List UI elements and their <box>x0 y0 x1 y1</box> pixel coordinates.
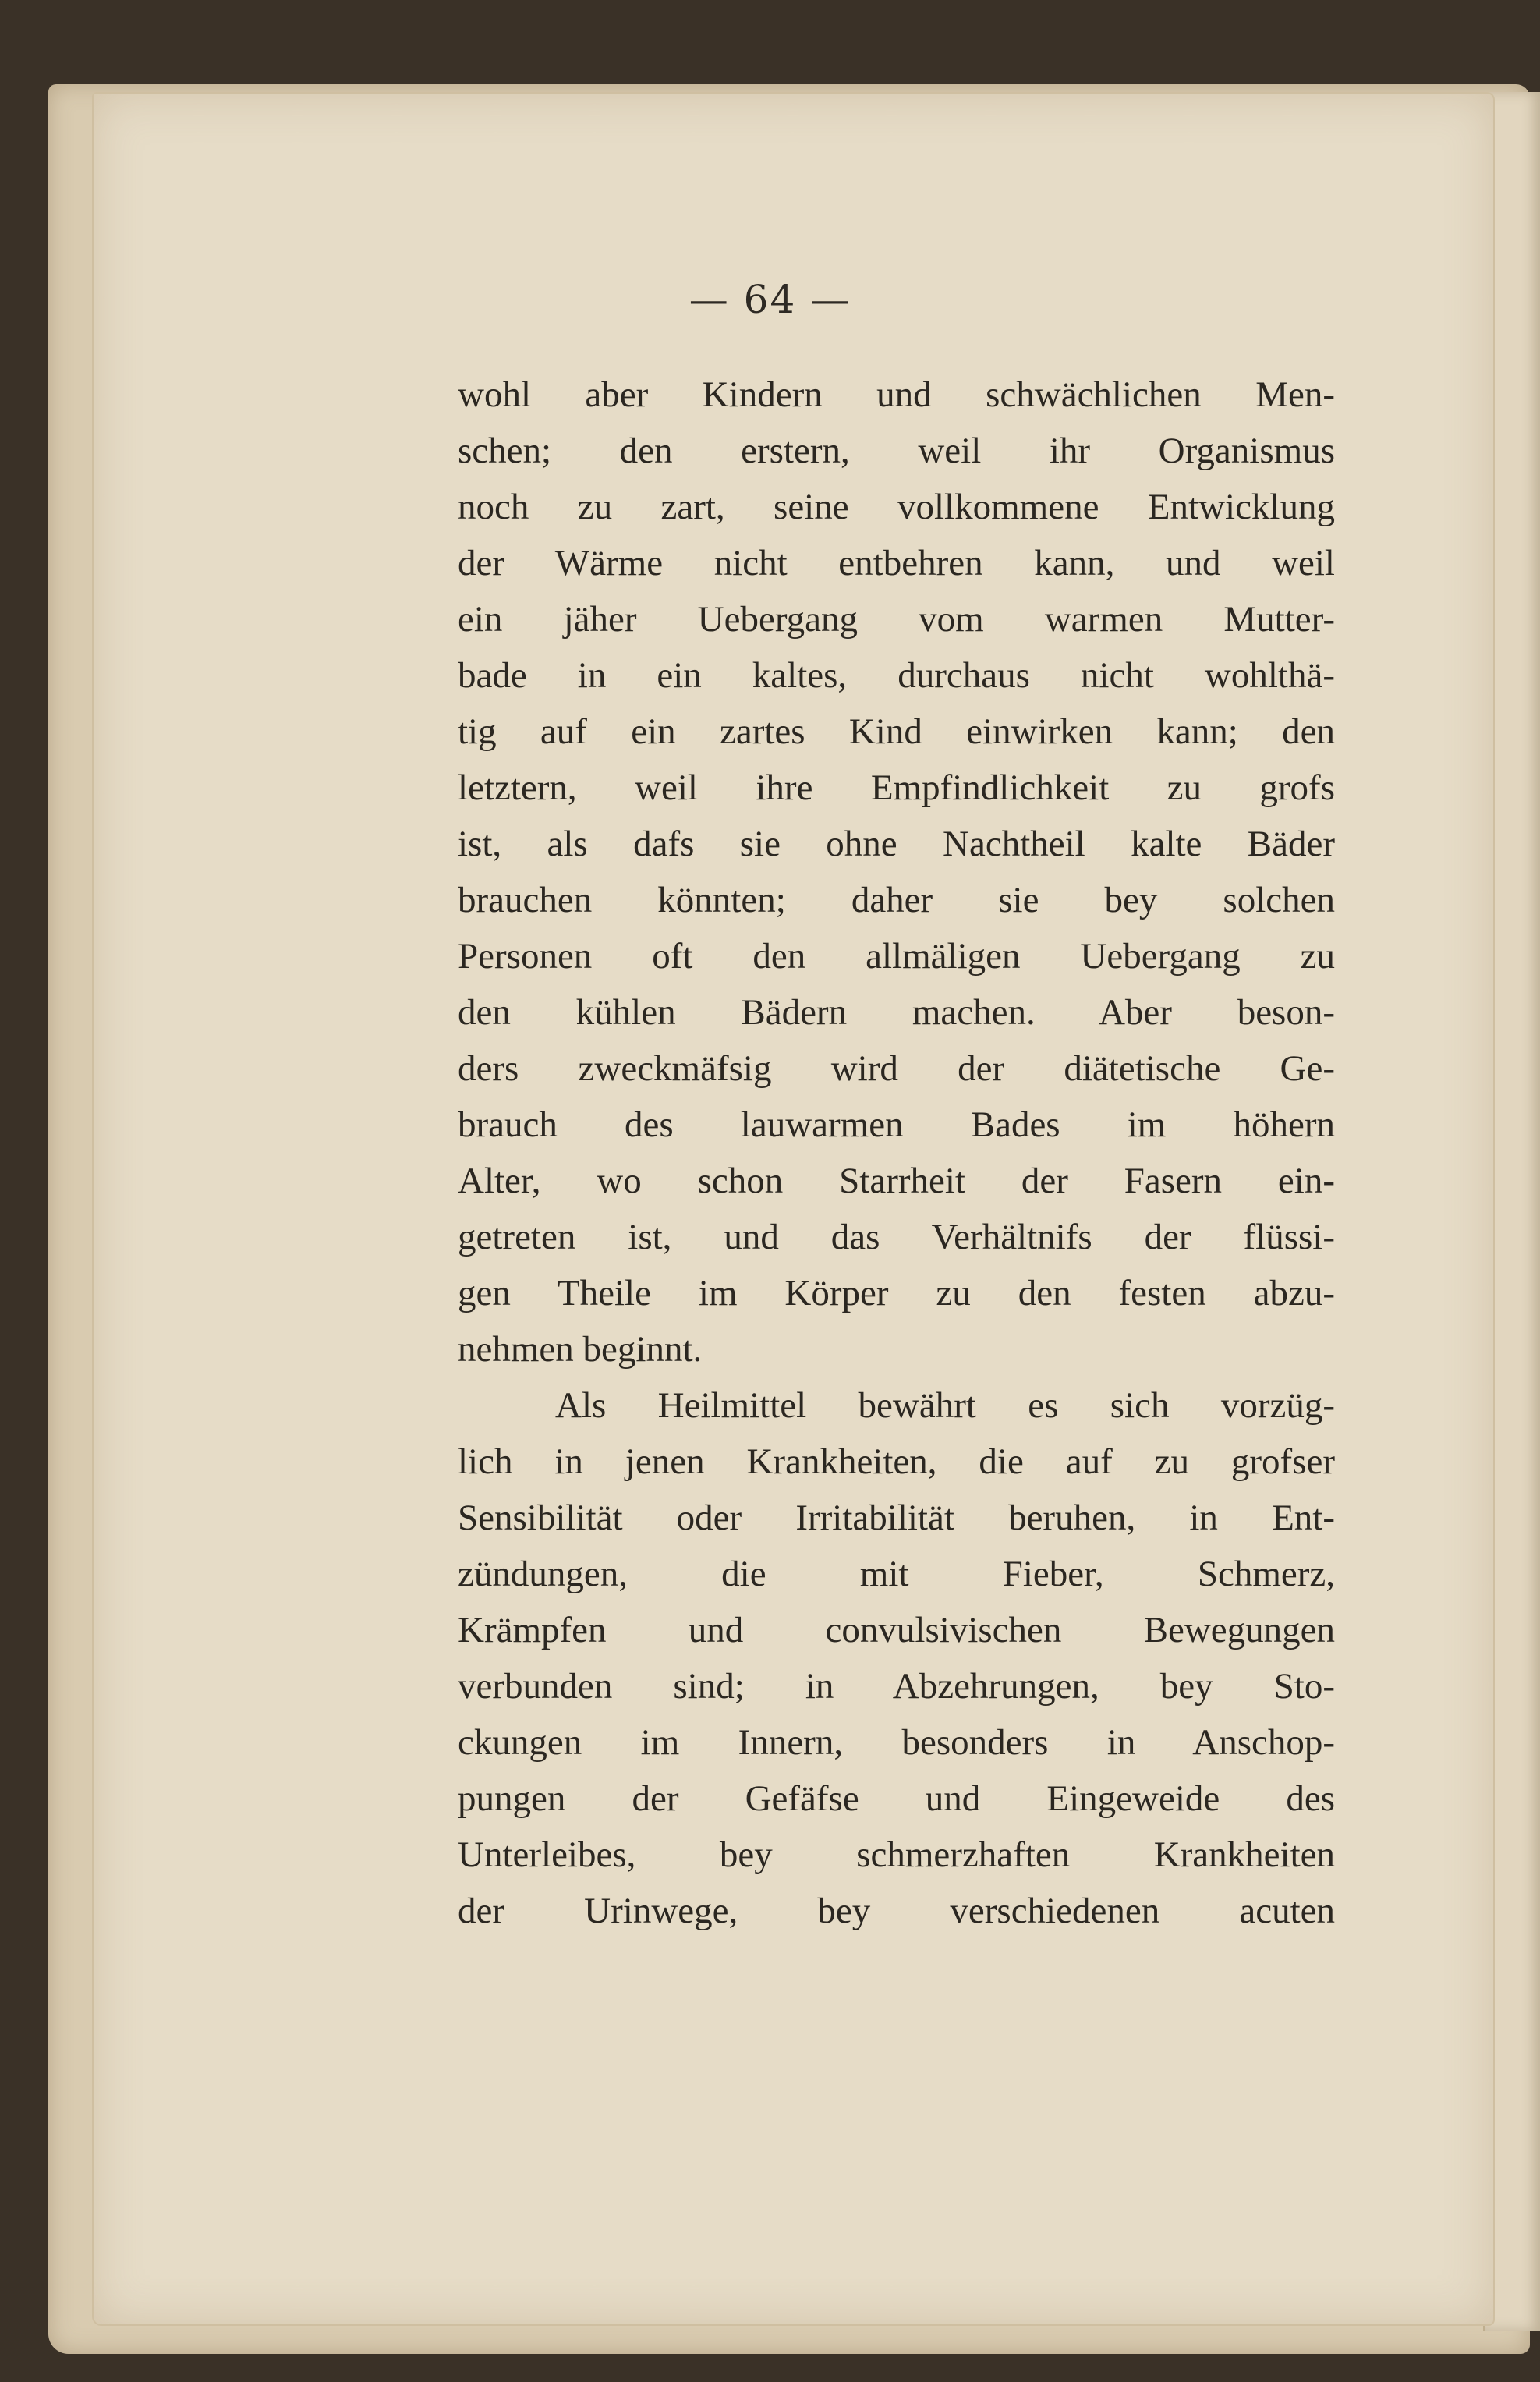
text-line: tig auf ein zartes Kind einwirken kann; den <box>458 711 1335 752</box>
text-line: ist, als dafs sie ohne Nachtheil kalte Bäder <box>458 824 1335 864</box>
text-line: der Wärme nicht entbehren kann, und weil <box>458 543 1335 583</box>
text-line: ders zweckmäfsig wird der diätetische Ge- <box>458 1048 1335 1089</box>
text-line: Unterleibes, bey schmerzhaften Krankheiten <box>458 1834 1335 1875</box>
text-line: Alter, wo schon Starrheit der Fasern ein- <box>458 1161 1335 1201</box>
text-line: getreten ist, und das Verhältnifs der flüssi- <box>458 1217 1335 1257</box>
body-text <box>458 367 1335 1939</box>
text-line: schen; den erstern, weil ihr Organismus <box>458 431 1335 471</box>
text-line-paragraph-end: nehmen beginnt. <box>458 1329 703 1370</box>
text-line: Personen oft den allmäligen Uebergang zu <box>458 936 1335 977</box>
text-line: Sensibilität oder Irritabilität beruhen, in Ent- <box>458 1498 1335 1538</box>
text-line: brauch des lauwarmen Bades im höhern <box>458 1104 1335 1145</box>
text-line: ckungen im Innern, besonders in Anschop- <box>458 1722 1335 1763</box>
page-number: — 64 — <box>689 277 851 322</box>
text-line: letztern, weil ihre Empfindlichkeit zu grofs <box>458 767 1335 808</box>
text-line: brauchen könnten; daher sie bey solchen <box>458 880 1335 920</box>
text-line: zündungen, die mit Fieber, Schmerz, <box>458 1554 1335 1594</box>
text-line: lich in jenen Krankheiten, die auf zu grofser <box>458 1441 1335 1482</box>
text-line: pungen der Gefäfse und Eingeweide des <box>458 1778 1335 1819</box>
text-line: ein jäher Uebergang vom warmen Mutter- <box>458 599 1335 640</box>
text-line: der Urinwege, bey verschiedenen acuten <box>458 1891 1335 1931</box>
text-line: den kühlen Bädern machen. Aber beson- <box>458 992 1335 1033</box>
text-line: Krämpfen und convulsivischen Bewegungen <box>458 1610 1335 1650</box>
text-line: bade in ein kaltes, durchaus nicht wohlthä- <box>458 655 1335 696</box>
text-line: wohl aber Kindern und schwächlichen Men- <box>458 374 1335 415</box>
text-line-paragraph-start: Als Heilmittel bewährt es sich vorzüg- <box>555 1385 1335 1426</box>
text-line: verbunden sind; in Abzehrungen, bey Sto- <box>458 1666 1335 1707</box>
text-line: noch zu zart, seine vollkommene Entwicklung <box>458 487 1335 527</box>
text-line: gen Theile im Körper zu den festen abzu- <box>458 1273 1335 1313</box>
